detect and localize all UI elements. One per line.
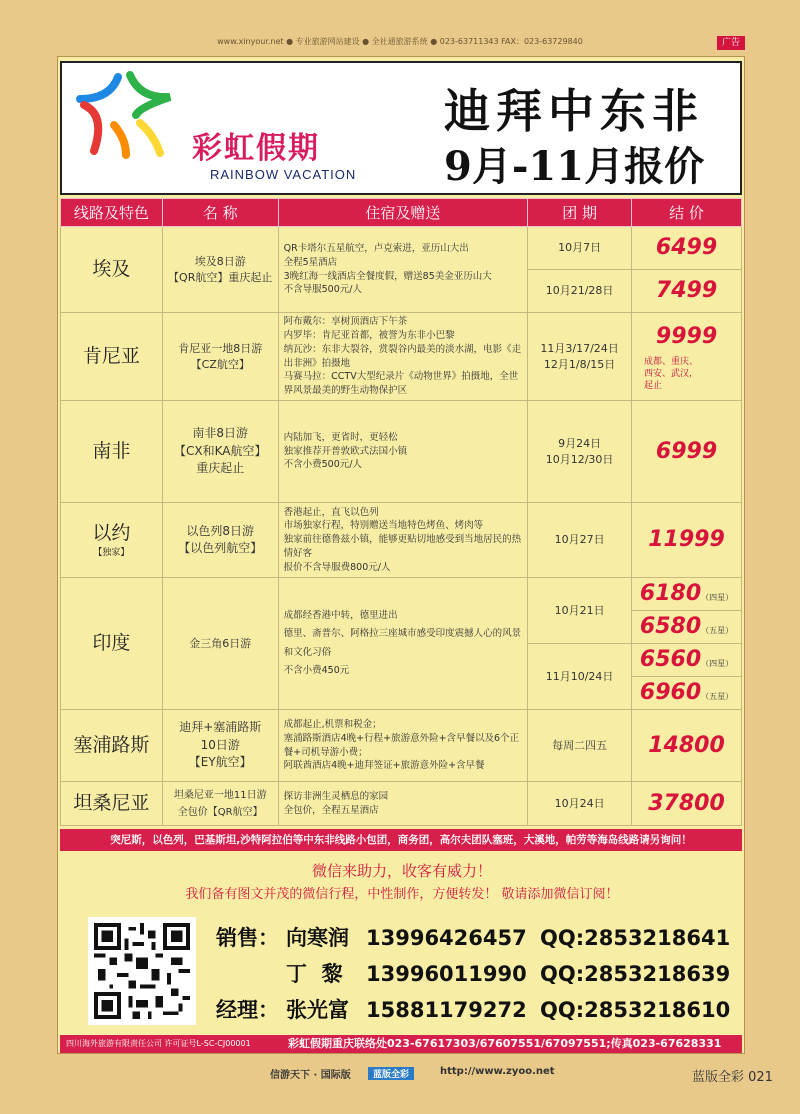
detail-cell [278, 578, 528, 710]
period-cell: 11月10/24日 [528, 644, 632, 710]
price-cell [632, 677, 742, 710]
page-subtitle: 9月-11月报价 [444, 143, 705, 190]
name-cell [162, 782, 278, 826]
price-cell [632, 644, 742, 677]
detail-text: 香港起止，直飞以色列 市场独家行程，特别赠送当地特色烤鱼、烤肉等 独家前往德鲁兹小镇，能够更贴切地感受到当地居民的热情好客 报价不含导服费800元/人 [283, 506, 522, 573]
detail-cell [278, 401, 528, 503]
detail-text: 阿布戴尔：享树顶酒店下午茶 内罗毕：肯尼亚首都，被誉为东非小巴黎 纳瓦沙：东非大裂谷，赏裂谷内最美的淡水湖，电影《走出非洲》拍摄地 马赛马拉：CCTV大型纪录片《动物世界》拍摄地，全世界风景最美的野生动物保护区 [283, 316, 522, 397]
route-sub: 【独家】 [93, 548, 130, 559]
period-text: 9月24日 10月12/30日 [545, 436, 614, 466]
period-cell [528, 401, 632, 503]
price-cell: 7499 [632, 270, 742, 313]
price-value: 9999 [655, 323, 718, 349]
period-cell: 10月24日 [528, 782, 632, 826]
hotel-star-note: （五星） [701, 692, 734, 702]
header-period: 团 期 [528, 199, 632, 227]
price-cell: 6999 [632, 401, 742, 503]
table-row [61, 313, 742, 401]
wechat-slogan: 微信来助力，收客有威力！ [311, 862, 492, 880]
detail-text: 成都起止,机票和税金； 塞浦路斯酒店4晚+行程+旅游意外险+含早餐以及6个正餐+司机导游小费； 阿联酋酒店4晚+迪拜签证+旅游意外险+含早餐 [283, 718, 520, 772]
route-cell: 肯尼亚 [61, 313, 163, 401]
ad-tag: 广告 [717, 36, 745, 50]
company-bar [60, 1035, 742, 1053]
table-row [61, 578, 742, 611]
name-text: 肯尼亚一地8日游 【CZ航空】 [178, 341, 263, 371]
contact-qq[interactable]: QQ:2853218639 [540, 962, 731, 986]
route-cell: 埃及 [61, 227, 163, 313]
name-text: 坦桑尼亚一地11日游 全包价【QR航空】 [173, 790, 267, 818]
header-route: 线路及特色 [61, 199, 163, 227]
price-cell: 37800 [632, 782, 742, 826]
qr-code-icon [94, 923, 190, 1019]
page-number: 蓝版全彩 021 [692, 1070, 773, 1085]
contact-name: 丁 黎 [286, 962, 343, 986]
price-note: 成都、重庆、 西安、武汉， 起止 [644, 356, 699, 392]
name-cell: 金三角6日游 [162, 578, 278, 710]
route-cell: 塞浦路斯 [61, 710, 163, 782]
header [60, 61, 742, 195]
name-text: 埃及8日游 【QR航空】重庆起止 [168, 254, 273, 284]
contact-phone[interactable]: 13996011990 [366, 962, 527, 986]
name-text: 迪拜+塞浦路斯 10日游 【EY航空】 [179, 720, 262, 770]
period-cell: 10月21/28日 [528, 270, 632, 313]
contact-name: 向寒润 [286, 926, 349, 950]
footer [0, 1066, 800, 1084]
detail-cell [278, 503, 528, 578]
period-cell: 10月7日 [528, 227, 632, 270]
name-cell [162, 503, 278, 578]
header-detail: 住宿及赠送 [278, 199, 528, 227]
hotel-star-note: （四星） [701, 659, 734, 669]
footer-badge: 蓝版全彩 [368, 1067, 414, 1080]
logo-chinese-name: 彩虹假期 [192, 131, 320, 166]
wechat-description: 我们备有图文并茂的微信行程，中性制作，方便转发！ 敬请添加微信订阅！ [185, 887, 619, 902]
wechat-qr-code[interactable] [88, 917, 196, 1025]
price-cell: 11999 [632, 503, 742, 578]
detail-text: 成都经香港中转，德里进出 德里、斋普尔、阿格拉三座城市感受印度震撼人心的风景和文化习俗 不含小费450元 [283, 610, 522, 676]
route-text: 以约 [92, 521, 131, 544]
price-cell [632, 313, 742, 401]
page-title: 迪拜中东非 [444, 84, 704, 138]
hotel-star-note: （四星） [701, 593, 734, 603]
detail-cell [278, 227, 528, 313]
price-value: 6180 [639, 581, 702, 607]
table-row [61, 503, 742, 578]
table-row [61, 710, 742, 782]
name-cell [162, 227, 278, 313]
name-cell [162, 313, 278, 401]
hotel-star-note: （五星） [701, 626, 734, 636]
detail-cell [278, 782, 528, 826]
contact-role: 经理： [216, 998, 279, 1022]
name-cell [162, 710, 278, 782]
price-value: 6960 [639, 680, 702, 706]
header-price: 结 价 [632, 199, 742, 227]
office-contact: 彩虹假期重庆联络处023-67617303/67607551/67097551;传真023-67628331 [288, 1037, 722, 1050]
name-text: 南非8日游 【CX和KA航空】 重庆起止 [173, 426, 267, 476]
price-value: 6560 [639, 647, 702, 673]
price-cell [632, 611, 742, 644]
top-info-bar: www.xinyour.net ● 专业旅游网站建设 ● 全社通旅游系统 ● 023-63711343 FAX：023-63729840 [217, 37, 583, 46]
header-name: 名 称 [162, 199, 278, 227]
price-cell: 14800 [632, 710, 742, 782]
logo-english-name: RAINBOW VACATION [210, 167, 357, 182]
route-cell: 南非 [61, 401, 163, 503]
name-text: 以色列8日游 【以色列航空】 [178, 523, 263, 555]
rainbow-star-logo-icon [70, 69, 180, 159]
ad-page [57, 56, 745, 1054]
contact-name: 张光富 [286, 998, 349, 1022]
detail-cell [278, 710, 528, 782]
price-cell [632, 578, 742, 611]
table-row [61, 782, 742, 826]
price-cell: 6499 [632, 227, 742, 270]
detail-text: 探访非洲生灵栖息的家园 全包价，全程五星酒店 [283, 790, 389, 816]
period-cell: 10月21日 [528, 578, 632, 644]
contact-phone[interactable]: 13996426457 [366, 926, 527, 950]
notice-bar: 突尼斯，以色列，巴基斯坦,沙特阿拉伯等中东非线路小包团，商务团，高尔夫团队塞班，大溪地，帕劳等海岛线路请另询问！ [60, 829, 742, 851]
period-cell: 10月27日 [528, 503, 632, 578]
contact-qq[interactable]: QQ:2853218610 [540, 998, 731, 1022]
footer-slogan: 信游天下 · 国际版 [270, 1070, 351, 1081]
company-license: 四川海外旅游有限责任公司 许可证号L-SC-CJ00001 [66, 1039, 251, 1048]
period-cell: 每周二四五 [528, 710, 632, 782]
footer-url[interactable]: http://www.zyoo.net [440, 1066, 555, 1077]
route-cell [61, 503, 163, 578]
contact-qq[interactable]: QQ:2853218641 [540, 926, 731, 950]
route-cell: 印度 [61, 578, 163, 710]
contact-phone[interactable]: 15881179272 [366, 998, 527, 1022]
route-cell: 坦桑尼亚 [61, 782, 163, 826]
price-table [60, 198, 742, 826]
contact-role: 销售： [216, 926, 279, 950]
detail-text: 内陆加飞，更省时，更轻松 独家推荐开普敦欧式法国小镇 不含小费500元/人 [283, 431, 408, 471]
price-value: 6580 [639, 614, 702, 640]
name-cell [162, 401, 278, 503]
period-text: 11月3/17/24日 12月1/8/15日 [540, 341, 619, 371]
table-header-row [61, 199, 742, 227]
table-row [61, 401, 742, 503]
detail-text: QR卡塔尔五星航空，卢克索进，亚历山大出 全程5星酒店 3晚红海一线酒店全餐度假，赠送85美金亚历山大 不含导服500元/人 [283, 242, 492, 296]
period-cell [528, 313, 632, 401]
table-row [61, 227, 742, 270]
detail-cell [278, 313, 528, 401]
